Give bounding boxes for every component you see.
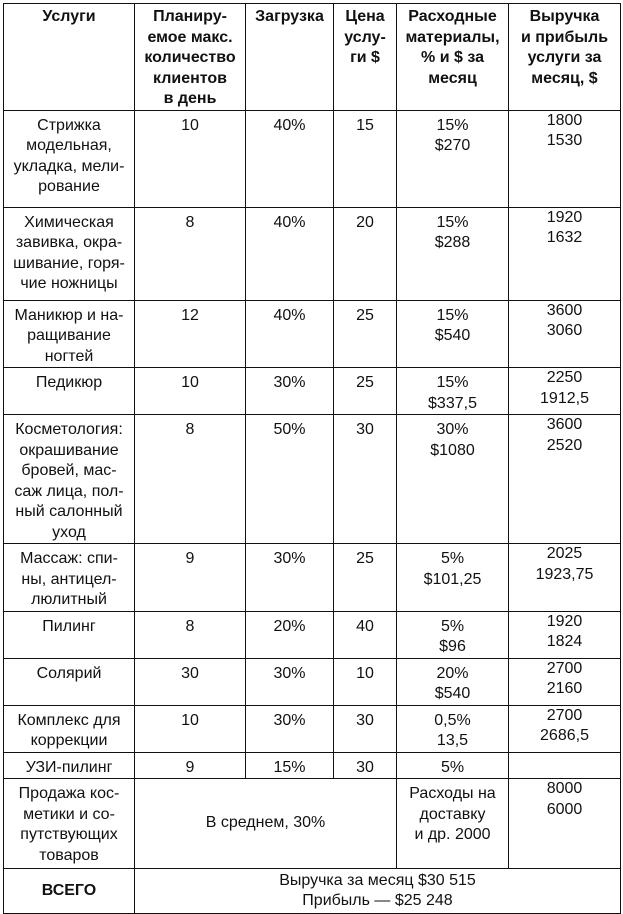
clients-cell [135,368,246,415]
price-value: 10 [356,664,374,682]
header-text: и прибыль [520,28,609,46]
service-name: завивка, окра- [15,234,123,251]
service-name: ногтей [44,347,94,365]
header-text: Выручка [529,8,600,25]
price-cell [334,544,397,612]
header-text: Цена [345,8,385,25]
header-text: услуги за [527,49,602,66]
service-name: Солярий [36,664,102,682]
service-name: Стрижка [37,116,101,134]
service-name: метики и со- [23,805,115,823]
header-text: услу- [344,28,386,46]
service-name: шивание, горя- [13,254,125,272]
price-value: 20 [356,213,374,231]
revenue-profit-cell [509,415,621,544]
revenue-profit-cell [509,658,621,705]
load-cell [246,705,334,752]
materials-value: $96 [439,638,466,655]
revenue-value: 2250 [546,369,583,386]
materials-value: $1080 [430,441,475,459]
load-value: 20% [273,617,306,635]
load-value: 30% [273,664,306,682]
service-cell [4,415,135,544]
service-name: Продажа кос- [18,785,120,802]
revenue-value: 2025 [546,545,583,562]
total-label: ВСЕГО [41,881,97,899]
revenue-value: 1920 [546,612,583,630]
clients-value: 8 [185,421,195,438]
load-value: 30% [273,550,306,567]
materials-cell [397,368,509,415]
service-name: Химическая [24,213,114,231]
header-text: месяц [428,69,477,87]
header-text: количество [144,49,236,66]
price-value: 30 [356,758,374,776]
revenue-profit-cell [509,300,621,368]
price-cell [334,110,397,207]
service-name: модельная, [26,137,112,154]
materials-value: и др. 2000 [414,826,491,843]
table-row-total [4,869,621,914]
average-load-cell [135,779,397,869]
materials-cell [397,544,509,612]
table-row [4,705,621,752]
clients-cell [135,415,246,544]
clients-value: 30 [181,664,199,682]
materials-value: 5% [440,550,465,567]
load-cell [246,110,334,207]
revenue-value: 1920 [546,208,583,226]
service-name: саж лица, пол- [14,482,124,500]
price-value: 30 [356,711,374,729]
clients-value: 8 [185,213,195,231]
price-value: 25 [356,550,374,567]
table-row [4,368,621,415]
header-text: емое макс. [147,28,233,46]
header-max-clients [135,4,246,111]
materials-value: 5% [440,617,465,635]
load-value: 15% [273,758,306,776]
materials-value: $337,5 [428,394,477,412]
table-row [4,544,621,612]
profit-value: 2160 [546,680,583,697]
revenue-profit-cell [509,779,621,869]
service-name: Косметология: [15,421,123,438]
profit-value: 1530 [546,132,583,149]
service-name: чие ножницы [20,275,118,292]
price-cell [334,611,397,658]
header-revenue-profit [509,4,621,111]
header-row [4,4,621,111]
revenue-profit-cell [509,207,621,300]
header-load [246,4,334,111]
total-label-cell [4,869,135,914]
revenue-profit-cell [509,368,621,415]
load-value: 30% [273,711,306,729]
materials-value: $101,25 [423,570,482,588]
clients-cell [135,658,246,705]
materials-cell [397,300,509,368]
header-materials [397,4,509,111]
total-values-cell [135,869,621,914]
price-cell [334,368,397,415]
clients-value: 10 [181,116,199,134]
materials-cell [397,110,509,207]
materials-value: 15% [436,374,469,391]
table-row [4,207,621,300]
materials-value: 13,5 [436,732,469,749]
profit-value: 1912,5 [540,389,589,407]
price-cell [334,415,397,544]
service-cell [4,207,135,300]
load-cell [246,658,334,705]
materials-value: $540 [434,685,471,702]
clients-value: 9 [185,758,195,776]
materials-value: 15% [436,306,469,324]
price-cell [334,300,397,368]
total-profit: Прибыль — $25 248 [302,892,453,909]
clients-value: 12 [181,306,199,324]
price-cell [334,752,397,779]
price-cell [334,658,397,705]
price-value: 30 [356,421,374,438]
header-text: клиентов [153,69,227,87]
average-value: В среднем, 30% [205,814,326,832]
profit-value: 1923,75 [535,565,594,583]
services-table [3,3,621,914]
revenue-value: 3600 [546,301,583,319]
header-price [334,4,397,111]
revenue-profit-cell [509,752,621,779]
load-cell [246,752,334,779]
table-row [4,752,621,779]
service-name: Массаж: спи- [20,550,118,567]
clients-cell [135,207,246,300]
materials-value: 15% [436,213,469,231]
total-revenue: Выручка за месяц $30 515 [279,871,476,889]
load-value: 50% [273,421,306,438]
revenue-value: 2700 [546,706,583,724]
table-row [4,415,621,544]
service-cell [4,779,135,869]
service-cell [4,300,135,368]
service-name: Педикюр [35,374,103,391]
materials-value: 15% [436,116,469,134]
load-value: 40% [273,306,306,324]
service-name: путствующих [20,826,118,843]
materials-cell [397,207,509,300]
service-name: ны, антицел- [21,570,117,588]
clients-value: 8 [185,617,195,635]
materials-cell [397,658,509,705]
revenue-value: 3600 [546,416,583,433]
profit-value: 3060 [546,322,583,339]
price-value: 40 [356,617,374,635]
header-text: материалы, [405,28,500,46]
profit-value: 2520 [546,436,583,454]
materials-value: 20% [436,664,469,682]
materials-value: 0,5% [434,711,471,729]
service-name: ный салонный [15,503,123,520]
revenue-value: 8000 [546,780,583,797]
materials-value: $540 [434,327,471,344]
header-text: Планиру- [153,8,227,25]
price-value: 15 [356,116,374,134]
service-name: товаров [39,846,99,864]
service-name: Маникюр и на- [14,306,124,324]
materials-cell [397,779,509,869]
table-row-cosmetics [4,779,621,869]
materials-value: Расходы на [409,785,496,802]
service-cell [4,752,135,779]
materials-value: $288 [434,234,471,251]
header-text: Загрузка [255,8,324,25]
service-name: люлитный [31,591,107,608]
price-value: 25 [356,306,374,324]
service-cell [4,611,135,658]
load-cell [246,415,334,544]
header-text: Услуги [42,8,96,25]
header-text: ги $ [350,49,380,66]
revenue-value: 2700 [546,659,583,677]
service-name: бровей, мас- [21,462,117,479]
profit-value: 1632 [546,229,583,246]
clients-cell [135,705,246,752]
price-value: 25 [356,374,374,391]
load-value: 40% [273,116,306,134]
load-value: 40% [273,213,306,231]
service-name: Пилинг [42,617,96,635]
service-cell [4,544,135,612]
load-cell [246,544,334,612]
table-row [4,611,621,658]
service-name: окрашивание [19,441,119,459]
table-row [4,300,621,368]
materials-cell [397,611,509,658]
revenue-profit-cell [509,544,621,612]
clients-cell [135,110,246,207]
materials-value: $270 [434,137,471,154]
header-text: в день [163,90,217,107]
load-cell [246,300,334,368]
service-name: рование [38,178,100,195]
clients-value: 9 [185,550,195,567]
service-cell [4,658,135,705]
materials-value: 30% [436,421,469,438]
profit-value: 2686,5 [540,727,589,744]
clients-cell [135,752,246,779]
header-text: Расходные [408,8,497,25]
service-cell [4,368,135,415]
service-name: Комплекс для [17,711,121,729]
clients-cell [135,300,246,368]
header-text: месяц, $ [531,69,598,87]
price-cell [334,705,397,752]
service-name: уход [52,523,86,541]
materials-value: доставку [419,805,486,823]
clients-cell [135,611,246,658]
price-cell [334,207,397,300]
header-text: % и $ за [421,49,484,66]
clients-value: 10 [181,711,199,729]
clients-value: 10 [181,374,199,391]
revenue-profit-cell [509,611,621,658]
load-cell [246,368,334,415]
clients-cell [135,544,246,612]
revenue-profit-cell [509,110,621,207]
load-cell [246,611,334,658]
profit-value: 6000 [546,800,583,818]
table-row [4,110,621,207]
table-row [4,658,621,705]
service-cell [4,110,135,207]
revenue-profit-cell [509,705,621,752]
service-name: ращивание [27,327,111,344]
service-name: УЗИ-пилинг [25,758,113,776]
materials-cell [397,705,509,752]
profit-value: 1824 [546,633,583,650]
load-value: 30% [273,374,306,391]
service-name: коррекции [30,732,108,749]
materials-cell [397,752,509,779]
service-name: укладка, мели- [13,157,125,175]
revenue-value: 1800 [546,111,583,129]
service-cell [4,705,135,752]
header-services [4,4,135,111]
materials-cell [397,415,509,544]
materials-value: 5% [440,758,465,776]
load-cell [246,207,334,300]
